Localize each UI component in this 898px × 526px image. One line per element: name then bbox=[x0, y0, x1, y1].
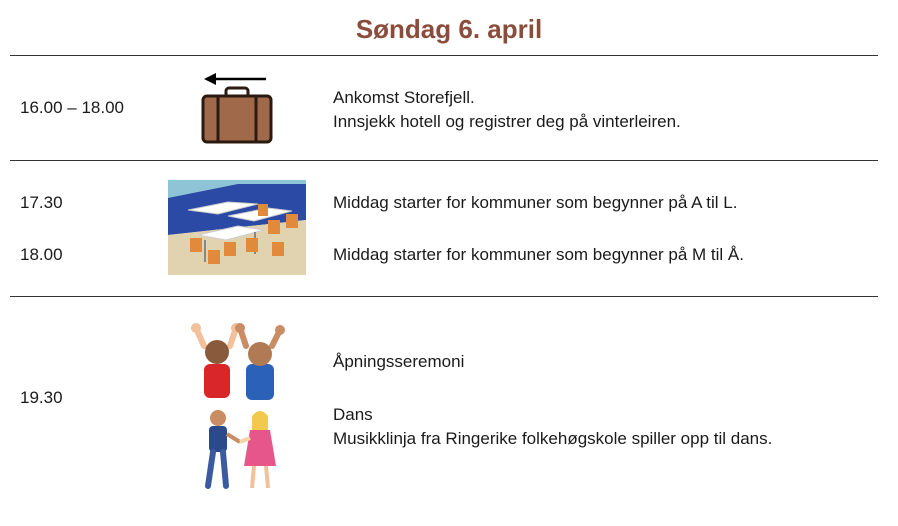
description-line: Middag starter for kommuner som begynner på M til Å. bbox=[333, 245, 744, 264]
divider bbox=[10, 296, 878, 297]
time-label: 16.00 – 18.00 bbox=[20, 98, 124, 117]
description-line: Middag starter for kommuner som begynner på A til L. bbox=[333, 193, 738, 212]
time-label: 18.00 bbox=[20, 245, 63, 264]
event-description bbox=[333, 86, 681, 134]
description-line: Ankomst Storefjell. bbox=[333, 88, 475, 107]
description-line: Dans bbox=[333, 405, 373, 424]
event-description bbox=[333, 191, 737, 215]
restaurant-icon bbox=[168, 180, 306, 275]
dancing-couple-icon bbox=[196, 408, 280, 494]
suitcase-arrival-icon bbox=[198, 72, 276, 146]
time-label: 17.30 bbox=[20, 193, 63, 212]
divider bbox=[10, 55, 878, 56]
event-description bbox=[333, 350, 464, 374]
event-description bbox=[333, 243, 744, 267]
description-line: Innsjekk hotell og registrer deg på vinterleiren. bbox=[333, 112, 681, 131]
page-title: Søndag 6. april bbox=[355, 14, 543, 44]
time-label: 19.30 bbox=[20, 388, 63, 407]
divider bbox=[10, 160, 878, 161]
event-description bbox=[333, 403, 772, 451]
description-line: Åpningsseremoni bbox=[333, 352, 465, 371]
description-line: Musikklinja fra Ringerike folkehøgskole spiller opp til dans. bbox=[333, 429, 773, 448]
celebrating-people-icon bbox=[190, 322, 286, 402]
